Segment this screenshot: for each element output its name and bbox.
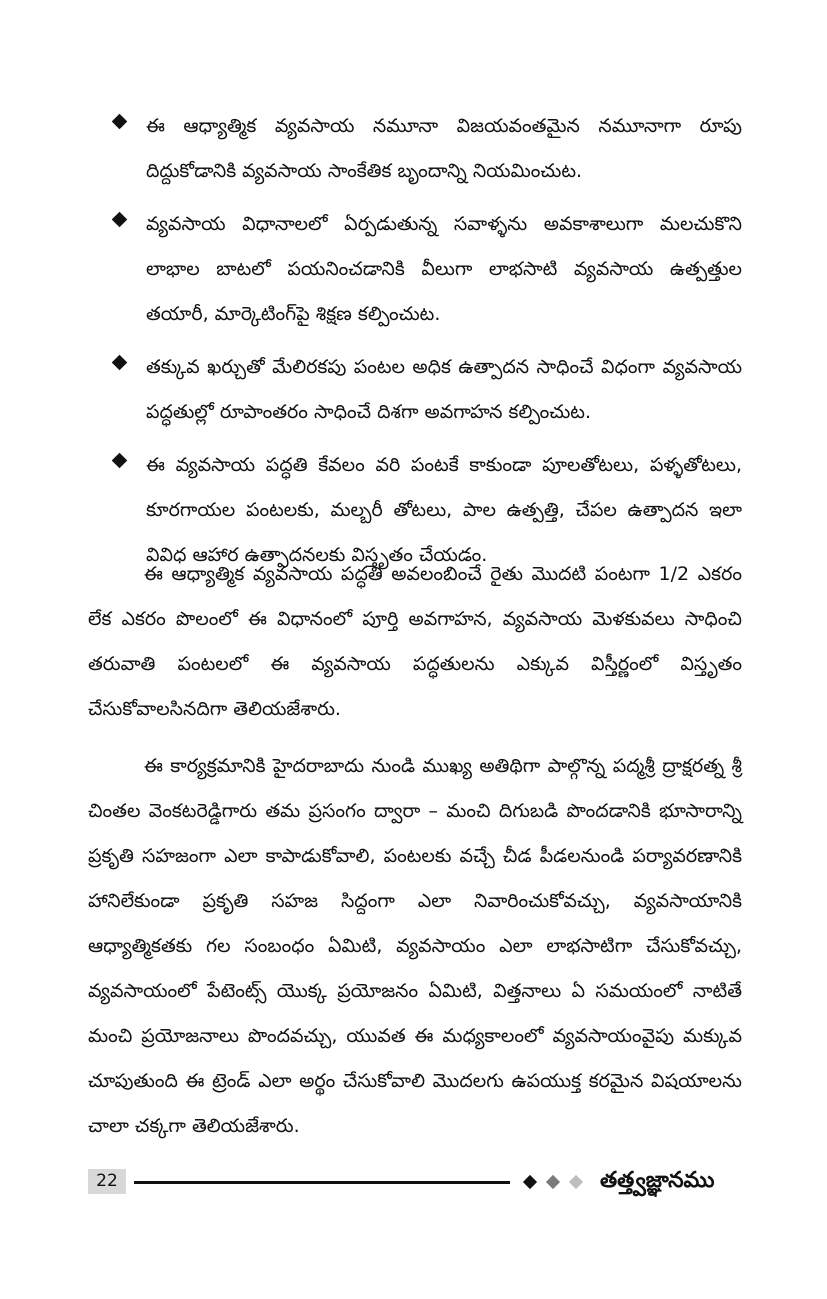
bullet-list: [112, 104, 742, 586]
diamond-ornament-icon: [569, 1175, 583, 1189]
paragraph: ఈ ఆధ్యాత్మిక వ్యవసాయ పద్ధతి అవలంబించే రైతు మొదటి పంటగా 1/2 ఎకరం లేక ఎకరం పొలంలో ఈ విధానంలో పూర్తి అవగాహన, వ్యవసాయ మెళకువలు సాధించి తరువాతి పంటలలో ఈ వ్యవసాయ పద్ధతులను ఎక్కువ విస్తీర్ణంలో విస్తృతం చేసుకోవాలసినదిగా తెలియజేశారు.: [88, 563, 742, 720]
diamond-bullet-icon: [112, 114, 128, 130]
diamond-bullet-icon: [112, 453, 128, 469]
bullet-item: [112, 345, 742, 435]
diamond-bullet-icon: [112, 212, 128, 228]
bullet-item: [112, 202, 742, 337]
footer-divider: [134, 1181, 510, 1184]
page-footer: [88, 1166, 742, 1200]
diamond-ornament-icon: [523, 1175, 537, 1189]
bullet-text: ఈ వ్యవసాయ పద్ధతి కేవలం వరి పంటకే కాకుండా పూలతోటలు, పళ్ళతోటలు, కూరగాయల పంటలకు, మల్బరీ తోటలు, పాల ఉత్పత్తి, చేపల ఉత్పాదన ఇలా వివిధ ఆహార ఉత్పాదనలకు విస్తృతం చేయడం.: [146, 454, 742, 566]
bullet-text: ఈ ఆధ్యాత్మిక వ్యవసాయ నమూనా విజయవంతమైన నమూనాగా రూపు దిద్దుకోడానికి వ్యవసాయ సాంకేతిక బృందాన్ని నియమించుట.: [146, 115, 742, 182]
diamond-bullet-icon: [112, 355, 128, 371]
body-text: [88, 552, 742, 1161]
book-title: తత్త్వజ్ఞానము: [600, 1168, 715, 1193]
paragraph: ఈ కార్యక్రమానికి హైదరాబాదు నుండి ముఖ్య అతిథిగా పాల్గొన్న పద్మశ్రీ ద్రాక్షరత్న శ్రీ చింతల వెంకటరెడ్డిగారు తమ ప్రసంగం ద్వారా – మంచి దిగుబడి పొందడానికి భూసారాన్ని ప్రకృతి సహజంగా ఎలా కాపాడుకోవాలి, పంటలకు వచ్చే చీడ పీడలనుండి పర్యావరణానికి హానిలేకుండా ప్రకృతి సహజ సిద్దంగా ఎలా నివారించుకోవచ్చు, వ్యవసాయానికి ఆధ్యాత్మికతకు గల సంబంధం ఏమిటి, వ్యవసాయం ఎలా లాభసాటిగా చేసుకోవచ్చు, వ్యవసాయంలో పేటెంట్స్ యొక్క ప్రయోజనం ఏమిటి, విత్తనాలు ఏ సమయంలో నాటితే మంచి ప్రయోజనాలు పొందవచ్చు, యువత ఈ మధ్యకాలంలో వ్యవసాయంవైపు మక్కువ చూపుతుంది ఈ ట్రెండ్ ఎలా అర్థం చేసుకోవాలి మొదలగు ఉపయుక్త కరమైన విషయాలను చాలా చక్కగా తెలియజేశారు.: [88, 755, 742, 1137]
page-number: 22: [88, 1169, 126, 1194]
bullet-text: తక్కువ ఖర్చుతో మేలిరకపు పంటల అధిక ఉత్పాదన సాధించే విధంగా వ్యవసాయ పద్ధతుల్లో రూపాంతరం సాధించే దిశగా అవగాహన కల్పించుట.: [146, 356, 742, 423]
bullet-text: వ్యవసాయ విధానాలలో ఏర్పడుతున్న సవాళ్ళను అవకాశాలుగా మలచుకొని లాభాల బాటలో పయనించడానికి వీలుగా లాభసాటి వ్యవసాయ ఉత్పత్తుల తయారీ, మార్కెటింగ్‌పై శిక్షణ కల్పించుట.: [146, 213, 742, 325]
diamond-ornament-icon: [546, 1175, 560, 1189]
bullet-item: [112, 104, 742, 194]
